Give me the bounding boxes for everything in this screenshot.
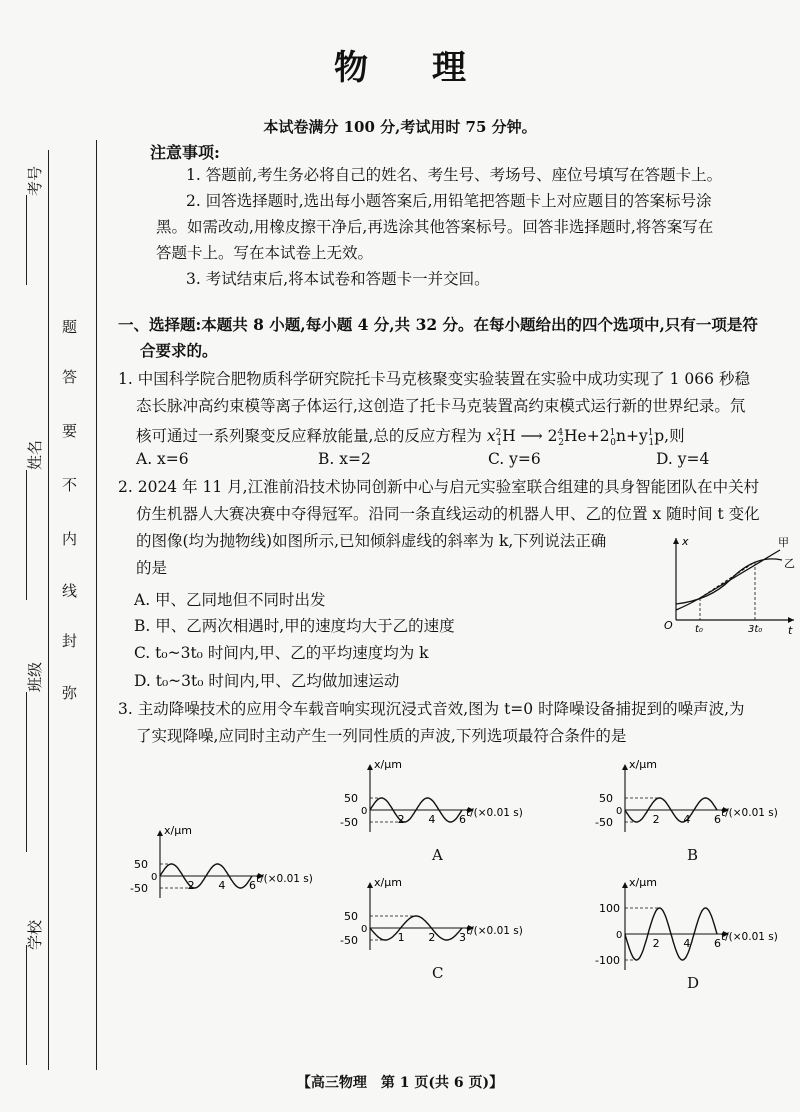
q3-y-axis-label: x/μm [629, 876, 657, 889]
notice-item-2: 2. 回答选择题时,选出每小题答案后,用铅笔把答题卡上对应题目的答案标号涂 [186, 192, 712, 210]
q2-option-c: C. t₀~3t₀ 时间内,甲、乙的平均速度均为 k [134, 644, 429, 662]
q3-option-label-c: C [432, 964, 444, 982]
q3-tick-label: 4 [218, 879, 226, 892]
q3-amp-label: 50 [344, 792, 358, 805]
q3-y-axis-label: x/μm [164, 824, 192, 837]
q3-option-label-d: D [687, 974, 700, 992]
field-school: 学校 [26, 919, 44, 950]
q2-option-d: D. t₀~3t₀ 时间内,甲、乙均做加速运动 [134, 672, 400, 690]
q1-option-d: D. y=4 [656, 450, 710, 468]
q1-option-c: C. y=6 [488, 450, 541, 468]
q3-neg-amp-label: -50 [340, 934, 358, 947]
q3-x-axis-label: t/(×0.01 s) [721, 931, 778, 943]
q1-option-a: A. x=6 [136, 450, 189, 468]
seal-char: 线 [62, 582, 78, 600]
q2-origin-label: O [664, 619, 673, 632]
q3-y-axis-label: x/μm [629, 758, 657, 771]
q3-origin-label: 0 [151, 872, 158, 883]
exam-info: 本试卷满分 100 分,考试用时 75 分钟。 [263, 118, 537, 136]
notice-item-3: 3. 考试结束后,将本试卷和答题卡一并交回。 [186, 270, 490, 288]
seal-char: 题 [62, 318, 78, 336]
q3-tick-label: 2 [652, 937, 660, 950]
field-class: 班级 [26, 661, 44, 692]
seal-char: 封 [62, 632, 78, 650]
q3-x-axis-label: t/(×0.01 s) [721, 807, 778, 819]
notice-item-2-cont2: 答题卡上。写在本试卷上无效。 [156, 244, 374, 262]
q3-x-axis-label: t/(×0.01 s) [466, 807, 523, 819]
q3-option-label-a: A [432, 846, 443, 864]
seal-char: 内 [62, 530, 78, 548]
page-title: 物 理 [334, 48, 466, 88]
q3-tick-label: 2 [187, 879, 195, 892]
q3-neg-amp-label: -50 [340, 816, 358, 829]
q3-tick-label: 4 [683, 813, 691, 826]
q3-tick-label: 6 [714, 937, 721, 950]
question-1: 1. 中国科学院合肥物质科学研究院托卡马克核聚变实验装置在实验中成功实现了 1 066 秒稳 态长脉冲高约束模等离子体运行,这创造了托卡马克装置高约束模式运行新的世界纪录。氘 核可通过一系列聚变反应释放能量,总的反应方程为 $x^2_1H$ ⟶ $2^4_2He+2^1_0n+y^1_1p$,则 [118, 370, 750, 449]
q3-origin-label: 0 [616, 930, 623, 941]
q2-tick-3t0: 3t₀ [748, 624, 763, 635]
q3-y-axis-label: x/μm [374, 876, 402, 889]
q2-y-axis-label: x [682, 535, 689, 548]
question-3: 3. 主动降噪技术的应用令车载音响实现沉浸式音效,图为 t=0 时降噪设备捕捉到的噪声波,为 了实现降噪,应同时主动产生一列同性质的声波,下列选项最符合条件的是 [118, 700, 745, 745]
q3-origin-label: 0 [361, 806, 368, 817]
seal-char: 弥 [62, 684, 78, 702]
q3-tick-label: 6 [714, 813, 721, 826]
q3-tick-label: 4 [683, 937, 691, 950]
seal-char: 不 [62, 476, 78, 494]
question-2: 2. 2024 年 11 月,江淮前沿技术协同创新中心与启元实验室联合组建的具身智能团队在中关村 仿生机器人大赛决赛中夺得冠军。沿同一条直线运动的机器人甲、乙的位置 x 随时间 t 变化 的图像(均为抛物线)如图所示,已知倾斜虚线的斜率为 k,下列说法正确 的是 [118, 478, 760, 577]
q3-origin-label: 0 [616, 806, 623, 817]
q2-curve-jia-label: 甲 [778, 536, 789, 549]
q3-origin-label: 0 [361, 924, 368, 935]
q3-y-axis-label: x/μm [374, 758, 402, 771]
notice-item-2-cont: 黑。如需改动,用橡皮擦干净后,再选涂其他答案标号。回答非选择题时,将答案写在 [156, 218, 714, 236]
section-heading: 一、选择题:本题共 8 小题,每小题 4 分,共 32 分。在每小题给出的四个选项中,只有一项是符 合要求的。 [118, 315, 758, 360]
q3-tick-label: 4 [428, 813, 436, 826]
seal-char: 要 [62, 422, 78, 440]
notice-item-1: 1. 答题前,考生务必将自己的姓名、考生号、考场号、座位号填写在答题卡上。 [186, 166, 723, 184]
q3-option-label-b: B [687, 846, 699, 864]
q3-neg-amp-label: -50 [595, 816, 613, 829]
q3-tick-label: 2 [652, 813, 660, 826]
field-exam-number: 考号 [26, 165, 44, 196]
q2-x-axis-label: t [788, 624, 793, 637]
q3-tick-label: 2 [428, 931, 436, 944]
q3-neg-amp-label: -50 [130, 882, 148, 895]
binding-line-inner [96, 140, 97, 1070]
q2-option-a: A. 甲、乙同地但不同时出发 [134, 591, 326, 609]
q3-amp-label: 50 [599, 792, 613, 805]
q2-tick-t0: t₀ [695, 624, 703, 635]
page-footer: 【高三物理 第 1 页(共 6 页)】 [296, 1075, 504, 1091]
q3-tick-label: 2 [397, 813, 405, 826]
notice-heading: 注意事项: [150, 143, 220, 162]
q3-tick-label: 6 [459, 813, 466, 826]
q3-wave-graph-noise [130, 820, 330, 930]
q2-position-time-graph [660, 534, 800, 638]
q3-tick-label: 3 [459, 931, 466, 944]
binding-line-outer [48, 150, 49, 1070]
q3-x-axis-label: t/(×0.01 s) [466, 925, 523, 937]
q3-amp-label: 50 [134, 858, 148, 871]
field-name: 姓名 [26, 439, 44, 470]
q3-tick-label: 1 [397, 931, 405, 944]
q3-amp-label: 50 [344, 910, 358, 923]
q3-tick-label: 6 [249, 879, 256, 892]
seal-char: 答 [62, 368, 78, 386]
q3-neg-amp-label: -100 [595, 954, 620, 967]
q1-option-b: B. x=2 [318, 450, 371, 468]
q3-amp-label: 100 [599, 902, 620, 915]
q3-x-axis-label: t/(×0.01 s) [256, 873, 313, 885]
q2-curve-yi-label: 乙 [784, 557, 795, 570]
q2-option-b: B. 甲、乙两次相遇时,甲的速度均大于乙的速度 [134, 617, 455, 635]
